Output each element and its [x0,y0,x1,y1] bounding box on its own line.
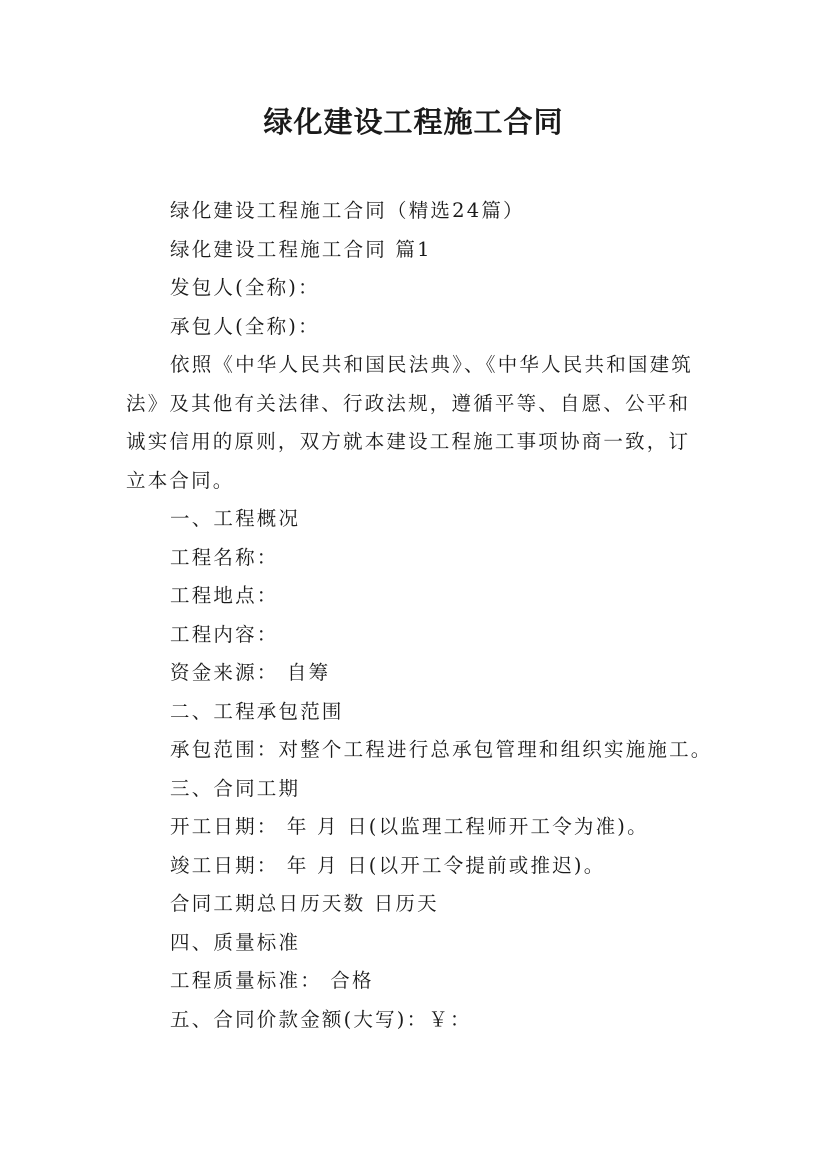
paragraph-employer: 发包人(全称)： [170,276,320,299]
document-body [126,192,713,1039]
section-heading-duration: 三、合同工期 [170,776,301,800]
field-scope: 承包范围：对整个工程进行总承包管理和组织实施施工。 [170,738,713,761]
section-heading-quality: 四、质量标准 [170,930,301,954]
field-total-days: 合同工期总日历天数 日历天 [170,892,439,915]
section-heading-scope: 二、工程承包范围 [170,699,344,723]
paragraph-subtitle: 绿化建设工程施工合同（精选24篇） [170,199,525,222]
field-project-location: 工程地点： [170,584,279,607]
intro-line: 立本合同。 [126,468,235,492]
paragraph-intro [126,346,706,500]
field-project-name: 工程名称： [170,545,279,569]
intro-line: 法》及其他有关法律、行政法规，遵循平等、自愿、公平和 [126,391,691,415]
section-heading-price: 五、合同价款金额(大写)：￥： [170,1007,472,1031]
section-heading-overview: 一、工程概况 [170,507,301,530]
paragraph-contractor: 承包人(全称)： [170,314,320,338]
paragraph-chapter-heading: 绿化建设工程施工合同 篇1 [170,237,432,261]
field-funding-source: 资金来源： 自筹 [170,661,331,684]
intro-line: 诚实信用的原则，双方就本建设工程施工事项协商一致，订 [126,430,691,453]
document-title: 绿化建设工程施工合同 [263,105,564,139]
field-project-content: 工程内容： [170,622,279,646]
field-quality-standard: 工程质量标准： 合格 [170,969,374,992]
intro-line: 依照《中华人民共和国民法典》、《中华人民共和国建筑 [170,353,694,376]
field-completion-date: 竣工日期： 年 月 日(以开工令提前或推迟)。 [170,853,606,877]
field-start-date: 开工日期： 年 月 日(以监理工程师开工令为准)。 [170,815,649,838]
